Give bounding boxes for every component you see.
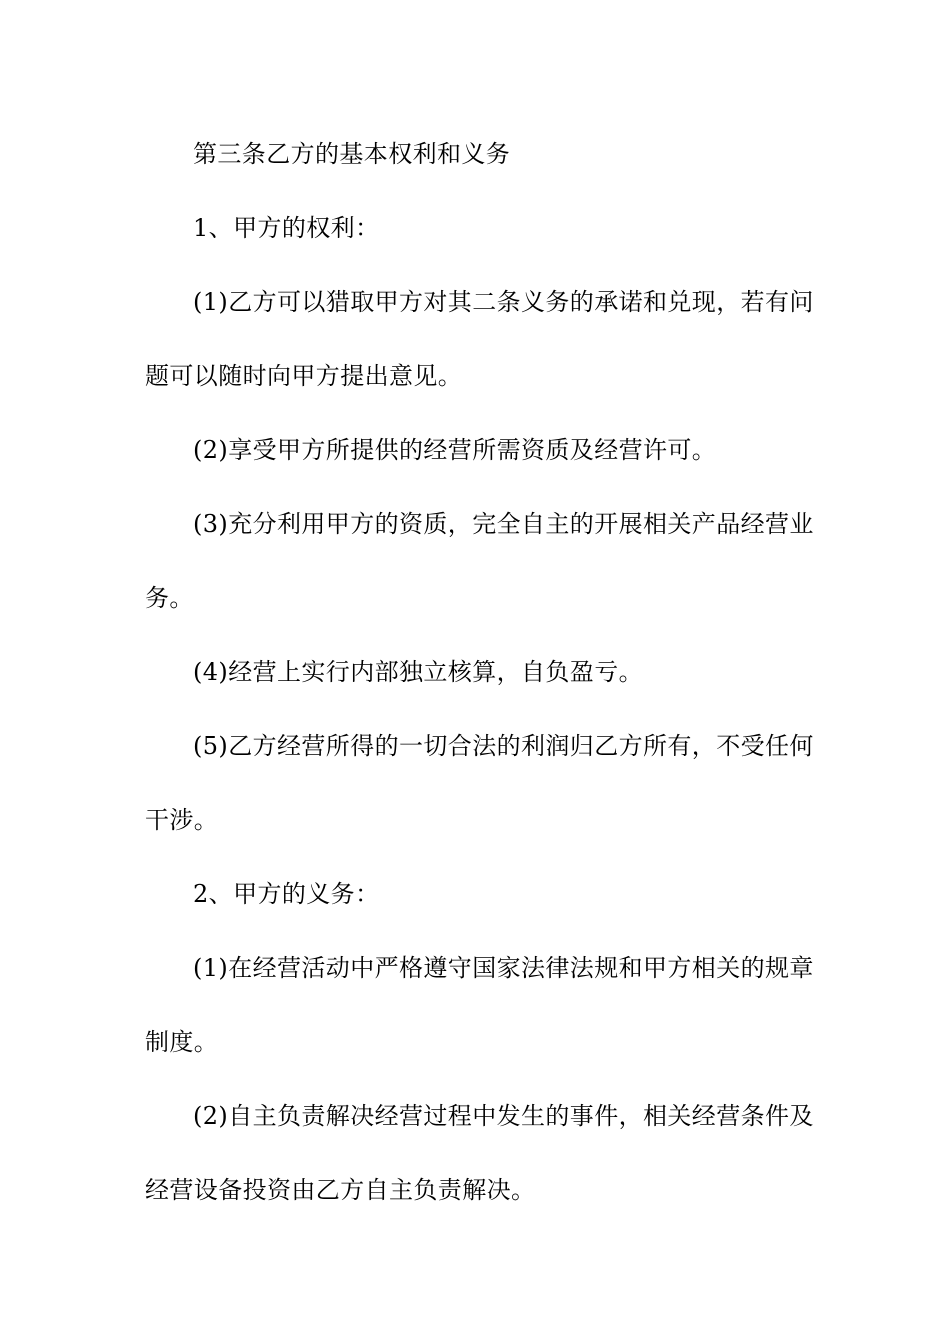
paragraph-line: (3)充分利用甲方的资质，完全自主的开展相关产品经营业 [193, 510, 814, 538]
paragraph-line: (5)乙方经营所得的一切合法的利润归乙方所有，不受任何 [193, 732, 814, 760]
paragraph-line: 题可以随时向甲方提出意见。 [145, 362, 463, 390]
paragraph-line: (4)经营上实行内部独立核算，自负盈亏。 [193, 658, 643, 686]
paragraph-line: 务。 [145, 584, 194, 612]
article-heading: 第三条乙方的基本权利和义务 [193, 140, 511, 168]
paragraph-line: 经营设备投资由乙方自主负责解决。 [145, 1176, 536, 1204]
paragraph-line: 制度。 [145, 1028, 219, 1056]
paragraph-line: (1)在经营活动中严格遵守国家法律法规和甲方相关的规章 [193, 954, 814, 982]
paragraph-line: (2)享受甲方所提供的经营所需资质及经营许可。 [193, 436, 717, 464]
paragraph-line: (2)自主负责解决经营过程中发生的事件，相关经营条件及 [193, 1102, 814, 1130]
paragraph-line: 干涉。 [145, 806, 219, 834]
paragraph-line: (1)乙方可以猎取甲方对其二条义务的承诺和兑现，若有问 [193, 288, 814, 316]
section-title-obligations: 2、甲方的义务： [193, 880, 380, 908]
section-title-rights: 1、甲方的权利： [193, 214, 380, 242]
